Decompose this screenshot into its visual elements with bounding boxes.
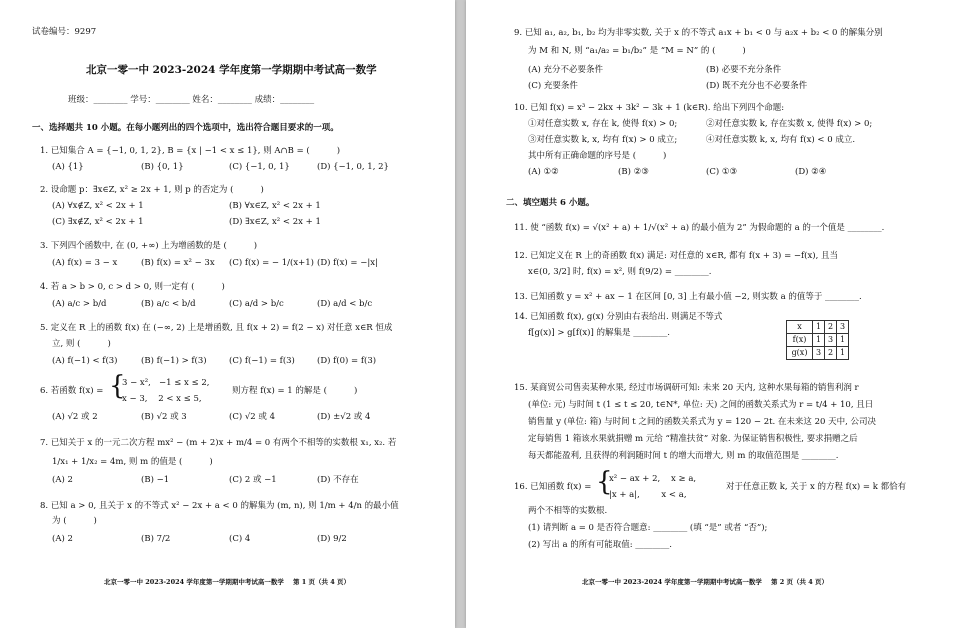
q9-option-b: (B) 必要不充分条件 [706,65,782,75]
q16-case-2: |x + a|, x < a, [609,490,687,500]
q8-option-b: (B) 7/2 [141,534,171,544]
section2-header: 二、填空题共 6 小题。 [506,198,595,208]
question-15-line-3: 销售量 y (单位: 箱) 与时间 t 之间的函数关系式为 y = 120 − 2t. 在未来这 20 天中, 公司决 [528,417,877,427]
q8-option-d: (D) 9/2 [317,534,347,544]
q3-option-c: (C) f(x) = − 1/(x+1) [229,258,314,268]
question-15-line-1: 15. 某商贸公司售卖某种水果, 经过市场调研可知: 未来 20 天内, 这种水果每箱的销售利润 r [514,383,859,393]
table-cell: 1 [837,334,849,347]
q9-option-c: (C) 充要条件 [528,81,578,91]
question-15-line-4: 定每销售 1 箱该水果就捐赠 m 元给 “精准扶贫” 对象. 为保证销售积极性, 要求捐赠之后 [528,434,858,444]
q5-option-a: (A) f(−1) < f(3) [52,356,118,366]
table-cell: 1 [837,347,849,360]
q10-option-d: (D) ②④ [795,167,827,177]
question-9-line-1: 9. 已知 a₁, a₂, b₁, b₂ 均为非零实数, 关于 x 的不等式 a₁x + b₁ < 0 与 a₂x + b₂ < 0 的解集分别 [514,28,883,38]
q2-option-a: (A) ∀x∉Z, x² < 2x + 1 [52,201,144,211]
q9-option-a: (A) 充分不必要条件 [528,65,603,75]
table-cell: 3 [825,334,837,347]
q10-option-c: (C) ①③ [706,167,738,177]
section1-header: 一、选择题共 10 小题。在每小题列出的四个选项中，选出符合题目要求的一项。 [32,123,339,133]
question-6-tail: 则方程 f(x) = 1 的解是 ( ) [232,386,358,396]
q10-option-b: (B) ②③ [618,167,649,177]
q6-case-2: x − 3, 2 < x ≤ 5, [122,394,202,404]
q6-option-b: (B) √2 或 3 [141,412,187,422]
table-cell: 2 [825,347,837,360]
q7-option-a: (A) 2 [52,475,73,485]
q6-option-d: (D) ±√2 或 4 [317,412,371,422]
q2-option-d: (D) ∃x∈Z, x² < 2x + 1 [229,217,321,227]
question-6-lead: 6. 若函数 f(x) = [40,386,104,396]
question-4: 4. 若 a > b > 0, c > d > 0, 则一定有 ( ) [40,282,225,292]
q4-option-d: (D) a/d < b/c [317,299,373,309]
q8-option-c: (C) 4 [229,534,251,544]
question-16-tail: 对于任意正数 k, 关于 x 的方程 f(x) = k 都恰有 [726,482,907,492]
exam-page-1 [0,0,455,628]
q4-option-a: (A) a/c > b/d [52,299,107,309]
q1-option-d: (D) {−1, 0, 1, 2} [317,162,389,172]
question-16-lead: 16. 已知函数 f(x) = [514,482,592,492]
q1-option-c: (C) {−1, 0, 1} [229,162,290,172]
q6-case-1: 3 − x², −1 ≤ x ≤ 2, [122,378,210,388]
question-15-line-5: 每天都能盈利, 且获得的利润随时间 t 的增大而增大, 则 m 的取值范围是 ________. [528,451,839,461]
table-cell: f(x) [787,334,813,347]
q3-option-d: (D) f(x) = −|x| [317,258,378,268]
q4-option-c: (C) a/d > b/c [229,299,284,309]
q10-statement-2: ②对任意实数 k, 存在实数 x, 使得 f(x) > 0; [706,119,873,129]
table-row [787,334,849,347]
q2-option-c: (C) ∃x∉Z, x² < 2x + 1 [52,217,144,227]
exam-number: 试卷编号：9297 [32,27,97,37]
q8-option-a: (A) 2 [52,534,73,544]
q10-option-a: (A) ①② [528,167,559,177]
q5-option-c: (C) f(−1) = f(3) [229,356,295,366]
q1-option-b: (B) {0, 1} [141,162,184,172]
q4-option-b: (B) a/c < b/d [141,299,196,309]
q16-part-2: (2) 写出 a 的所有可能取值: ________. [528,540,672,550]
question-8-line-2: 为 ( ) [52,516,97,526]
q7-option-d: (D) 不存在 [317,475,359,485]
q5-option-b: (B) f(−1) > f(3) [141,356,207,366]
q16-part-1: (1) 请判断 a = 0 是否符合题意: ________ (填 “是” 或者 “否”); [528,523,768,533]
q10-statement-1: ①对任意实数 x, 存在 k, 使得 f(x) > 0; [528,119,678,129]
page-footer: 北京一零一中 2023-2024 学年度第一学期期中考试高一数学 第 1 页（共 4 页） [104,578,351,586]
q16-case-1: x² − ax + 2, x ≥ a, [609,474,697,484]
question-14-line-2: f[g(x)] > g[f(x)] 的解集是 ________. [528,328,670,338]
question-7-line-1: 7. 已知关于 x 的一元二次方程 mx² − (m + 2)x + m/4 = 0 有两个不相等的实数根 x₁, x₂. 若 [40,438,397,448]
function-table [786,320,849,360]
question-8-line-1: 8. 已知 a > 0, 且关于 x 的不等式 x² − 2x + a < 0 的解集为 (m, n), 则 1/m + 4/n 的最小值 [40,501,399,511]
table-cell: 3 [837,321,849,334]
q6-option-a: (A) √2 或 2 [52,412,98,422]
student-info-fields: 班级：________ 学号：________ 姓名：________ 成绩：________ [68,95,315,105]
exam-page-2 [466,0,970,628]
table-cell: 2 [825,321,837,334]
question-5-line-2: 立, 则 ( ) [52,339,111,349]
q7-option-b: (B) −1 [141,475,170,485]
question-12-line-2: x∈(0, 3/2] 时, f(x) = x², 则 f(9/2) = ________. [528,267,712,277]
table-cell: 3 [813,347,825,360]
question-1: 1. 已知集合 A = {−1, 0, 1, 2}, B = {x | −1 < x ≤ 1}, 则 A∩B = ( ) [40,146,341,156]
question-16-line-2: 两个不相等的实数根. [528,506,608,516]
table-row [787,321,849,334]
q10-statement-4: ④对任意实数 k, x, 均有 f(x) < 0 成立. [706,135,856,145]
table-cell: 1 [813,321,825,334]
question-15-line-2: (单位: 元) 与时间 t (1 ≤ t ≤ 20, t∈N*, 单位: 天) 之间的函数关系式为 r = t/4 + 10, 且日 [528,400,874,410]
q10-statement-3: ③对任意实数 k, x, 均有 f(x) > 0 成立; [528,135,678,145]
table-cell: x [787,321,813,334]
piecewise-brace-q16: { [596,467,613,497]
q3-option-a: (A) f(x) = 3 − x [52,258,118,268]
q2-option-b: (B) ∀x∈Z, x² < 2x + 1 [229,201,321,211]
q3-option-b: (B) f(x) = x² − 3x [141,258,215,268]
table-row [787,347,849,360]
q5-option-d: (D) f(0) = f(3) [317,356,377,366]
question-2: 2. 设命题 p：∃x∈Z, x² ≥ 2x + 1, 则 p 的否定为 ( ) [40,185,264,195]
q6-option-c: (C) √2 或 4 [229,412,275,422]
question-14-line-1: 14. 已知函数 f(x), g(x) 分别由右表给出. 则满足不等式 [514,312,723,322]
table-cell: 1 [813,334,825,347]
question-3: 3. 下列四个函数中, 在 (0, +∞) 上为增函数的是 ( ) [40,241,258,251]
question-12-line-1: 12. 已知定义在 R 上的奇函数 f(x) 满足: 对任意的 x∈R, 都有 f(x + 3) = −f(x), 且当 [514,251,838,261]
page-title: 北京一零一中 2023-2024 学年度第一学期期中考试高一数学 [86,64,377,76]
question-13: 13. 已知函数 y = x² + ax − 1 在区间 [0, 3] 上有最小值 −2, 则实数 a 的值等于 ________. [514,292,862,302]
question-5-line-1: 5. 定义在 R 上的函数 f(x) 在 (−∞, 2) 上是增函数, 且 f(x + 2) = f(2 − x) 对任意 x∈R 恒成 [40,323,393,333]
question-11: 11. 使 “函数 f(x) = √(x² + a) + 1/√(x² + a) 的最小值为 2” 为假命题的 a 的一个值是 ________. [514,223,885,233]
question-10: 10. 已知 f(x) = x³ − 2kx + 3k² − 3k + 1 (k∈R). 给出下列四个命题: [514,103,785,113]
q1-option-a: (A) {1} [52,162,84,172]
q9-option-d: (D) 既不充分也不必要条件 [706,81,808,91]
question-9-line-2: 为 M 和 N, 则 “a₁/a₂ = b₁/b₂” 是 “M = N” 的 ( ) [528,46,746,56]
piecewise-brace-q6: { [109,371,126,401]
table-cell: g(x) [787,347,813,360]
question-7-line-2: 1/x₁ + 1/x₂ = 4m, 则 m 的值是 ( ) [52,457,213,467]
q7-option-c: (C) 2 或 −1 [229,475,277,485]
page-footer: 北京一零一中 2023-2024 学年度第一学期期中考试高一数学 第 2 页（共 4 页） [582,578,829,586]
q10-question: 其中所有正确命题的序号是 ( ) [528,151,667,161]
